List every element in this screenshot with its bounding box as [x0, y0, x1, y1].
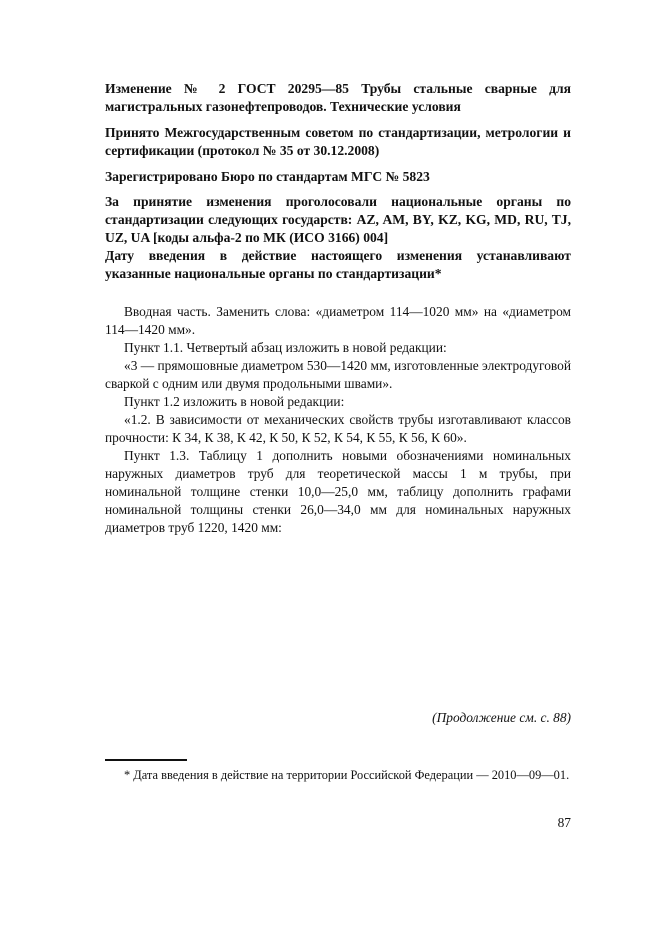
body-paragraph-intro: Вводная часть. Заменить слова: «диаметром 114—1020 мм» на «диаметром 114—1420 мм». — [105, 304, 571, 337]
page-number: 87 — [557, 815, 571, 830]
continuation-note: (Продолжение см. с. 88) — [432, 710, 571, 725]
footnote: * Дата введения в действие на территории Российской Федерации — 2010—09—01. — [124, 768, 570, 782]
body-paragraph-1-2-text: «1.2. В зависимости от механических свойств трубы изготавливают классов прочности: К 34, К 38, К 42, К 50, К 52, К 54, К 55, К 56, К 60». — [105, 412, 571, 445]
body-paragraph-1-3: Пункт 1.3. Таблицу 1 дополнить новыми обозначениями номинальных наружных диаметров труб для теоретической массы 1 м трубы, при номинальной толщине стенки 10,0—25,0 мм, таблицу дополнить графами номинальной толщины стенки 26,0—34,0 мм для номинальных наружных диаметров труб 1220, 1420 мм: — [105, 448, 571, 535]
registration-note: Зарегистрировано Бюро по стандартам МГС № 5823 — [105, 169, 430, 184]
adoption-note: Принято Межгосударственным советом по стандартизации, метрологии и сертификации (протокол № 35 от 30.12.2008) — [105, 125, 571, 158]
footnote-divider — [105, 759, 187, 761]
effective-date-note: Дату введения в действие настоящего изменения устанавливают указанные национальные органы по стандартизации* — [105, 248, 571, 281]
body-paragraph-1-1: Пункт 1.1. Четвертый абзац изложить в новой редакции: — [124, 340, 447, 355]
body-paragraph-1-2: Пункт 1.2 изложить в новой редакции: — [124, 394, 345, 409]
amendment-title: Изменение № 2 ГОСТ 20295—85 Трубы стальные сварные для магистральных газонефтепроводов. Технические условия — [105, 81, 571, 114]
body-paragraph-1-1-text: «3 — прямошовные диаметром 530—1420 мм, изготовленные электродуговой сваркой с одним или двумя продольными швами». — [105, 358, 571, 391]
voting-note: За принятие изменения проголосовали национальные органы по стандартизации следующих государств: AZ, AM, BY, KZ, KG, MD, RU, TJ, UZ, UA [коды альфа-2 по МК (ИСО 3166) 004] — [105, 194, 571, 245]
